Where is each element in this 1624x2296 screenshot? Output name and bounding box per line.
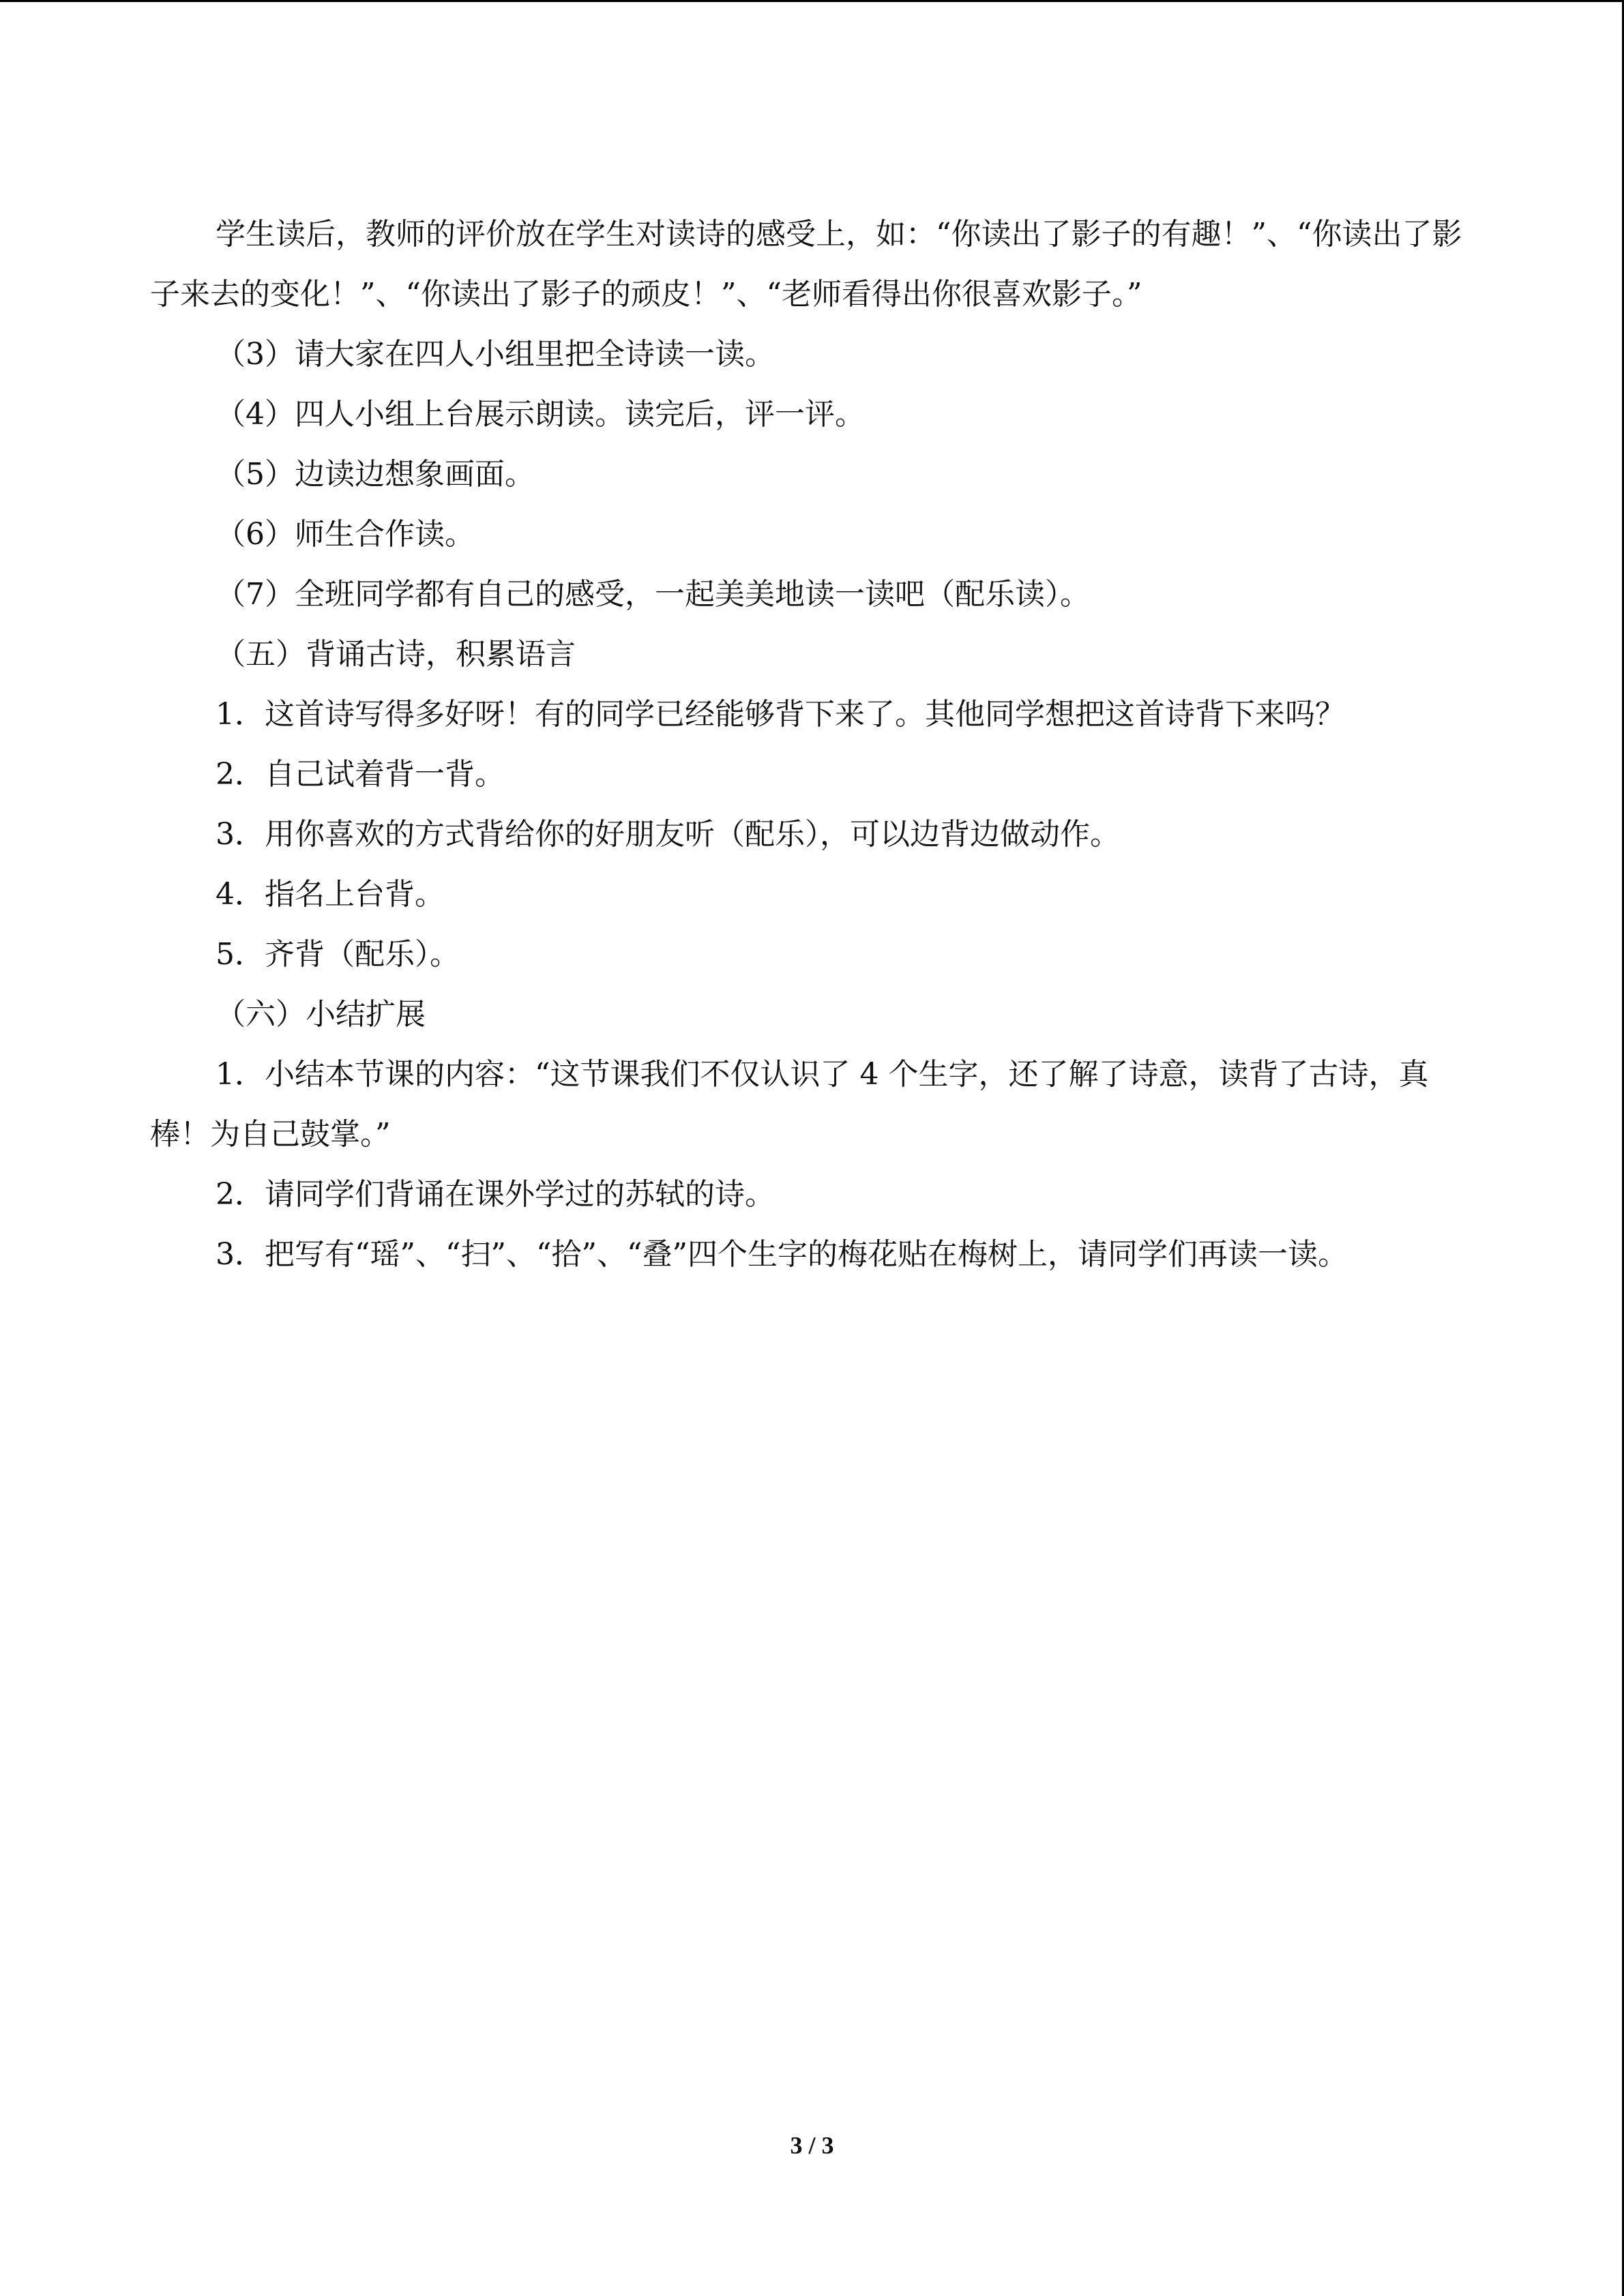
paragraph-teacher-evaluation: 学生读后，教师的评价放在学生对读诗的感受上，如：“你读出了影子的有趣！”、“你读出了影子来去的变化！”、“你读出了影子的顽皮！”、“老师看得出你很喜欢影子。” [150, 217, 1462, 312]
paragraph-recite-1: 1．这首诗写得多好呀！有的同学已经能够背下来了。其他同学想把这首诗背下来吗？ [216, 697, 1345, 732]
paragraph-recite-3: 3．用你喜欢的方式背给你的好朋友听（配乐），可以边背边做动作。 [216, 817, 1120, 852]
section-heading-recite: （五）背诵古诗，积累语言 [216, 637, 576, 672]
paragraph-step-6: （6）师生合作读。 [216, 517, 475, 552]
paragraph-step-4: （4）四人小组上台展示朗读。读完后，评一评。 [216, 397, 865, 432]
paragraph-step-7: （7）全班同学都有自己的感受，一起美美地读一读吧（配乐读）。 [216, 577, 1090, 612]
document-body [150, 205, 1463, 1285]
paragraph-summary-2: 2．请同学们背诵在课外学过的苏轼的诗。 [216, 1177, 775, 1212]
paragraph-step-5: （5）边读边想象画面。 [216, 457, 535, 492]
paragraph-step-3: （3）请大家在四人小组里把全诗读一读。 [216, 337, 775, 372]
page-number: 3 / 3 [790, 2132, 834, 2159]
paragraph-recite-5: 5．齐背（配乐）。 [216, 937, 460, 972]
paragraph-recite-2: 2．自己试着背一背。 [216, 757, 505, 792]
paragraph-summary-1: 1．小结本节课的内容：“这节课我们不仅认识了 4 个生字，还了解了诗意，读背了古诗，真棒！为自己鼓掌。” [150, 1057, 1429, 1152]
paragraph-summary-3: 3．把写有“瑶”、“扫”、“拾”、“叠”四个生字的梅花贴在梅树上，请同学们再读一读。 [216, 1237, 1348, 1272]
paragraph-recite-4: 4．指名上台背。 [216, 877, 445, 912]
section-heading-summary: （六）小结扩展 [216, 997, 426, 1032]
